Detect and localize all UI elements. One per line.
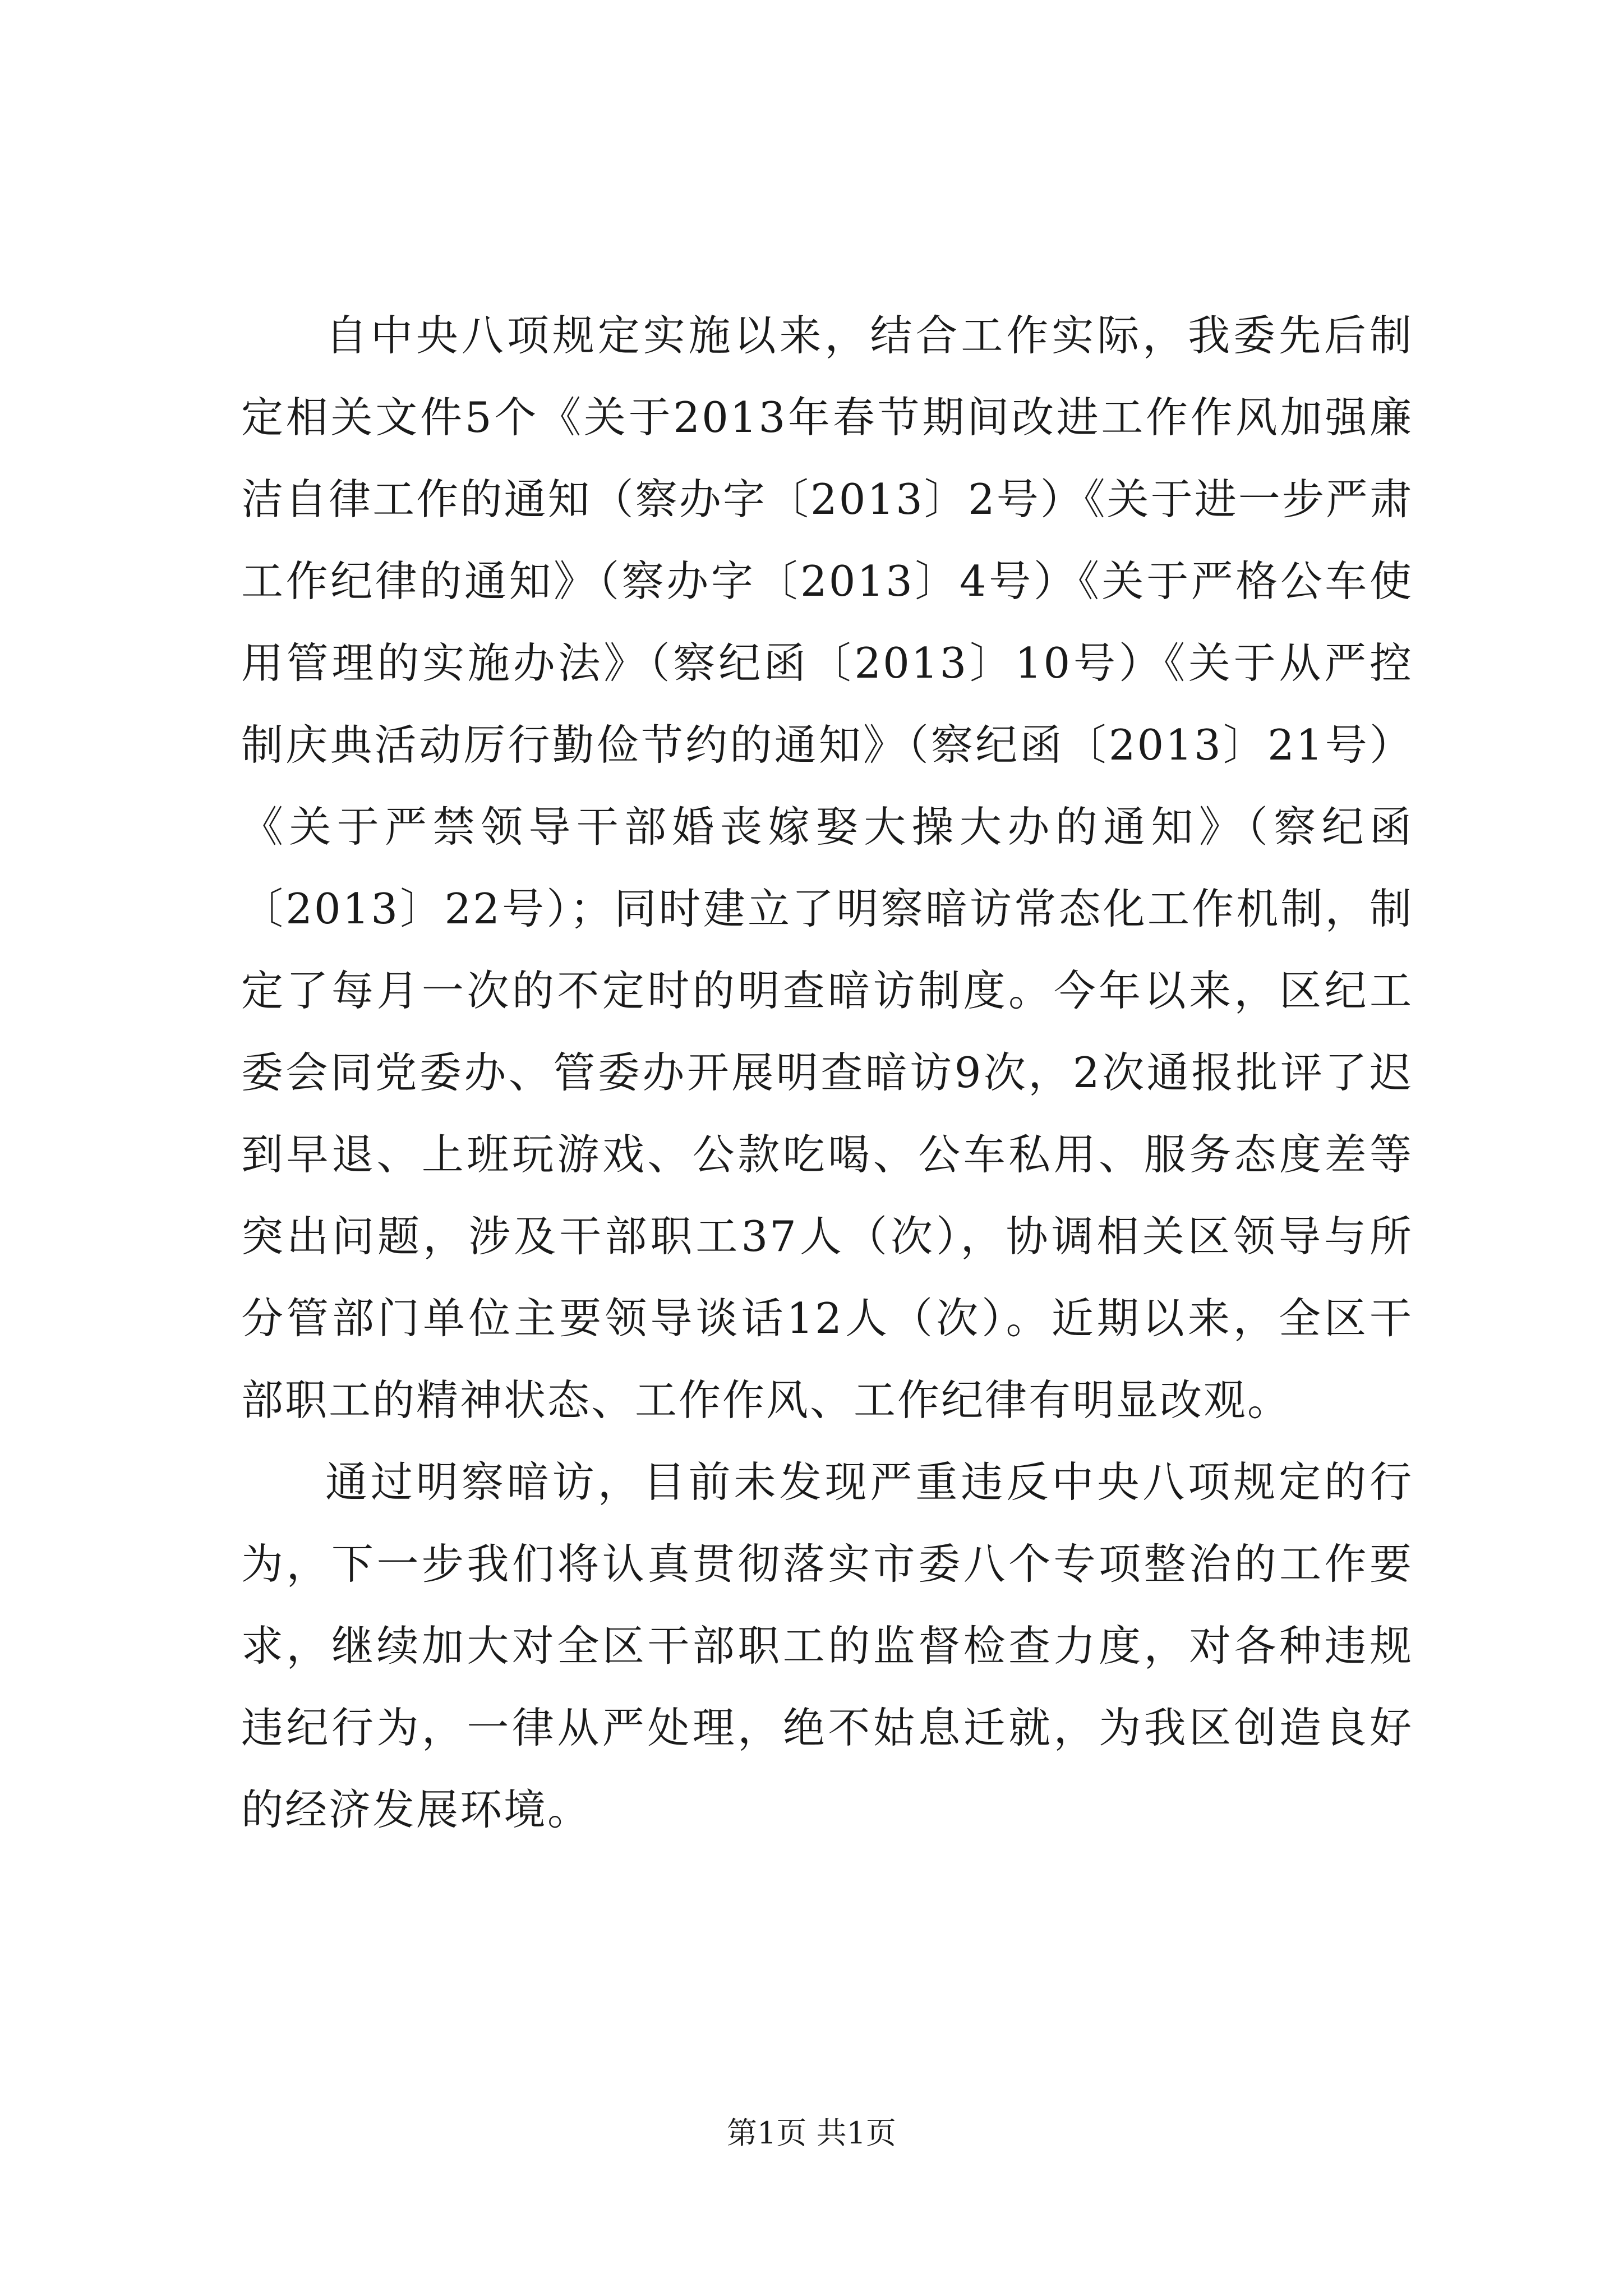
page-number-footer: 第1页 共1页 [727,2115,896,2151]
paragraph-2: 通过明察暗访，目前未发现严重违反中央八项规定的行为，下一步我们将认真贯彻落实市委八个专项整治的工作要求，继续加大对全区干部职工的监督检查力度，对各种违规违纪行为，一律从严处理，绝不姑息迁就，为我区创造良好的经济发展环境。 [241,1457,1413,1834]
paragraph-1: 自中央八项规定实施以来，结合工作实际，我委先后制定相关文件5个《关于2013年春节期间改进工作作风加强廉洁自律工作的通知（察办字〔2013〕2号）《关于进一步严肃工作纪律的通知》（察办字〔2013〕4号）《关于严格公车使用管理的实施办法》（察纪函〔2013〕10号）《关于从严控制庆典活动厉行勤俭节约的通知》（察纪函〔2013〕21号）《关于严禁领导干部婚丧嫁娶大操大办的通知》（察纪函〔2013〕22号）；同时建立了明察暗访常态化工作机制，制定了每月一次的不定时的明查暗访制度。今年以来，区纪工委会同党委办、管委办开展明查暗访9次，2次通报批评了迟到早退、上班玩游戏、公款吃喝、公车私用、服务态度差等突出问题，涉及干部职工37人（次），协调相关区领导与所分管部门单位主要领导谈话12人（次）。近期以来，全区干部职工的精神状态、工作作风、工作纪律有明显改观。 [241,311,1413,1425]
document-body [241,295,1413,1851]
